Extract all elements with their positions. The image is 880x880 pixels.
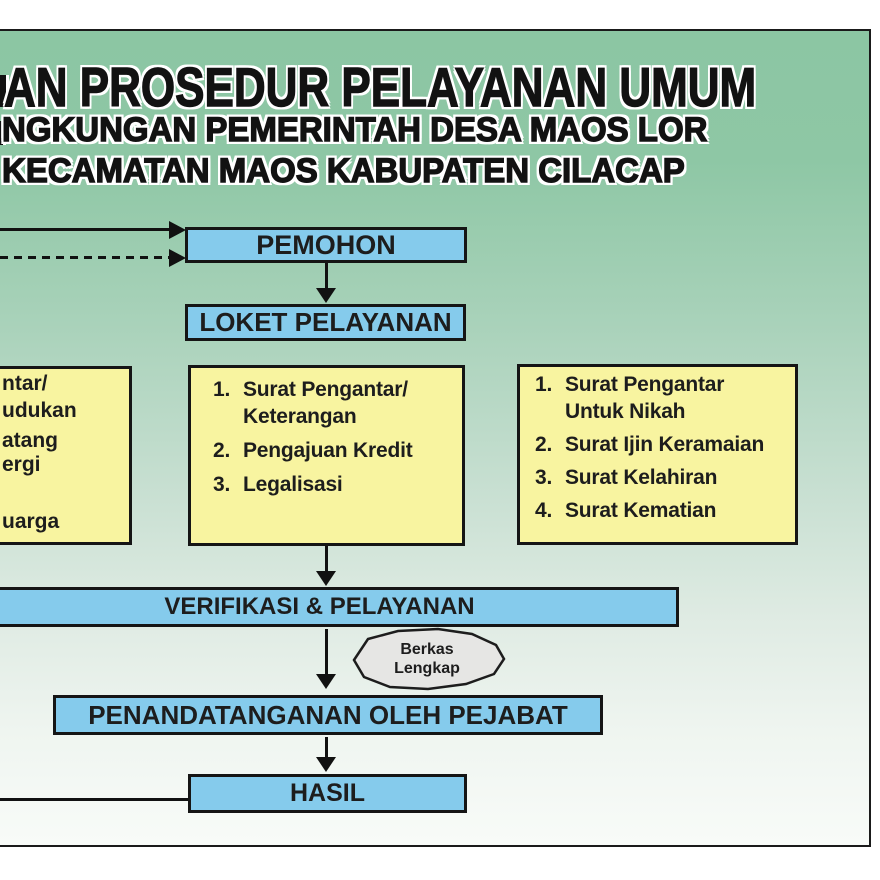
blob-label-line2: Lengkap bbox=[394, 660, 460, 677]
list-text: Surat Ijin Keramaian bbox=[565, 433, 765, 456]
arrowhead-right-icon bbox=[169, 249, 186, 267]
incoming-solid-line bbox=[0, 228, 171, 231]
blob-label bbox=[346, 625, 508, 693]
list-text-line: Keterangan bbox=[243, 405, 357, 428]
note-left-fragment: ergi bbox=[2, 453, 41, 476]
list-item bbox=[213, 471, 456, 498]
blob-label-line1: Berkas bbox=[400, 641, 454, 658]
list-number: 1. bbox=[213, 378, 231, 401]
list-item bbox=[213, 437, 456, 464]
list-number: 4. bbox=[535, 499, 553, 522]
list-text bbox=[243, 376, 408, 430]
note-box-middle bbox=[188, 365, 465, 546]
connector-penandatanganan-hasil bbox=[325, 737, 328, 759]
connector-verifikasi-penandatanganan bbox=[325, 629, 328, 676]
poster-title-line1: AN PROSEDUR PELAYANAN UMUM bbox=[4, 56, 757, 118]
node-penandatanganan-label: PENANDATANGANAN OLEH PEJABAT bbox=[88, 699, 568, 730]
arrowhead-down-icon bbox=[316, 757, 336, 772]
arrowhead-down-icon bbox=[316, 674, 336, 689]
connector-middle-verifikasi bbox=[325, 546, 328, 573]
node-penandatanganan bbox=[53, 695, 603, 735]
note-left-fragment: atang bbox=[2, 429, 59, 452]
list-item bbox=[535, 371, 791, 425]
node-hasil-label: HASIL bbox=[290, 779, 365, 807]
poster-title-line3: KECAMATAN MAOS KABUPATEN CILACAP bbox=[2, 152, 685, 190]
note-left-fragment: uarga bbox=[2, 510, 60, 533]
list-item bbox=[535, 431, 791, 458]
list-number: 1. bbox=[535, 373, 553, 396]
node-loket-label: LOKET PELAYANAN bbox=[199, 307, 452, 337]
return-line-hasil bbox=[0, 798, 188, 801]
node-pemohon bbox=[185, 227, 467, 263]
list-number: 2. bbox=[213, 439, 231, 462]
list-text-line: Surat Pengantar/ bbox=[243, 378, 408, 401]
note-box-right bbox=[517, 364, 798, 545]
connector-pemohon-loket bbox=[325, 263, 328, 290]
arrowhead-right-icon bbox=[169, 221, 186, 239]
list-text: Legalisasi bbox=[243, 473, 343, 496]
list-text: Surat Kelahiran bbox=[565, 466, 718, 489]
list-text bbox=[565, 371, 724, 425]
note-left-fragment: udukan bbox=[2, 399, 77, 422]
list-number: 3. bbox=[535, 466, 553, 489]
incoming-dashed-line bbox=[0, 256, 169, 259]
list-number: 2. bbox=[535, 433, 553, 456]
condition-blob-berkas-lengkap bbox=[346, 625, 508, 693]
list-text: Pengajuan Kredit bbox=[243, 439, 413, 462]
list-item bbox=[535, 464, 791, 491]
node-pemohon-label: PEMOHON bbox=[256, 229, 396, 260]
list-item bbox=[535, 497, 791, 524]
node-verifikasi bbox=[0, 587, 679, 627]
arrowhead-down-icon bbox=[316, 288, 336, 303]
list-item bbox=[213, 376, 456, 430]
poster-title-line2: NGKUNGAN PEMERINTAH DESA MAOS LOR bbox=[2, 111, 708, 149]
list-text-line: Untuk Nikah bbox=[565, 400, 686, 423]
node-verifikasi-label: VERIFIKASI & PELAYANAN bbox=[164, 593, 475, 620]
node-hasil bbox=[188, 774, 467, 813]
list-number: 3. bbox=[213, 473, 231, 496]
list-text-line: Surat Pengantar bbox=[565, 373, 725, 396]
list-text: Surat Kematian bbox=[565, 499, 717, 522]
node-loket-pelayanan bbox=[185, 304, 466, 341]
arrowhead-down-icon bbox=[316, 571, 336, 586]
note-left-fragment: ntar/ bbox=[2, 372, 48, 395]
